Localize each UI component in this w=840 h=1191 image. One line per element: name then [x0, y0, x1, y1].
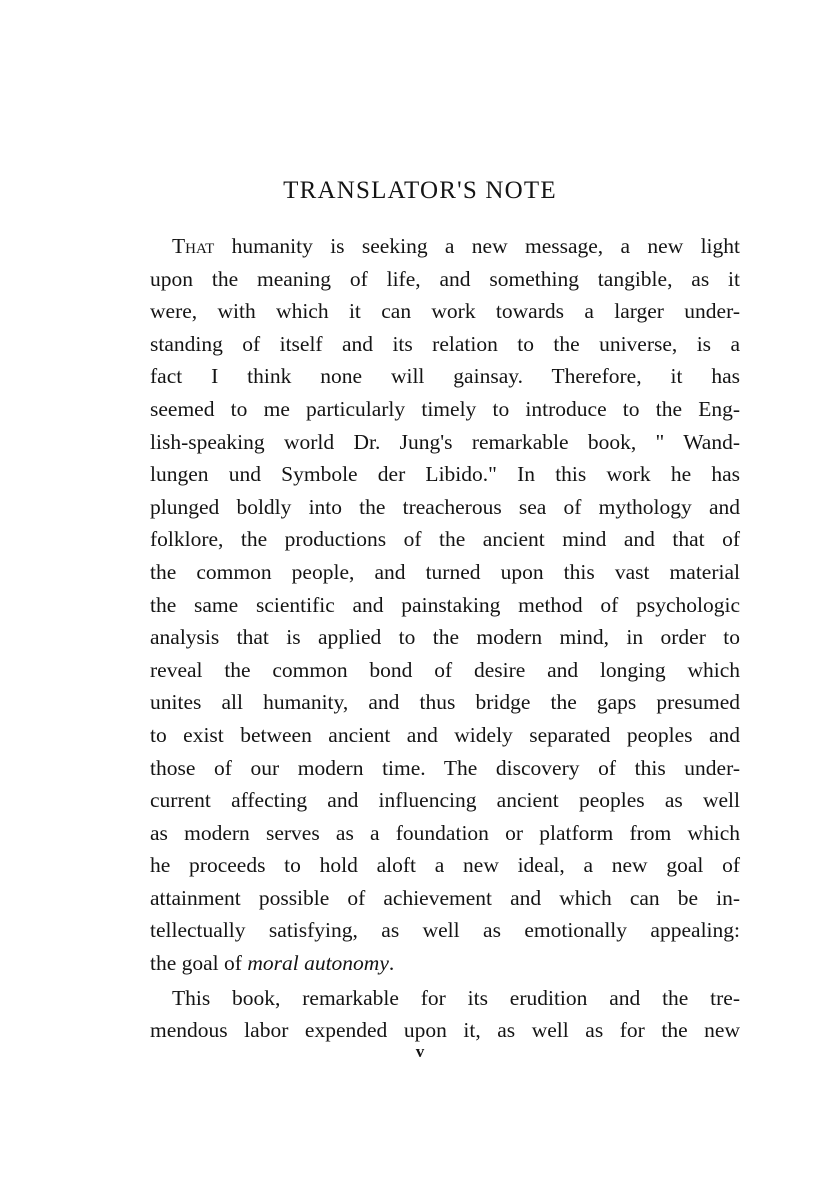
text-line: current affecting and influencing ancient peoples as well: [150, 788, 740, 813]
text-line: tellectually satisfying, as well as emotionally appealing:: [150, 918, 740, 943]
paragraph-1: [150, 230, 740, 980]
text-line: lungen und Symbole der Libido." In this work he has: [150, 462, 740, 487]
text-line: reveal the common bond of desire and longing which: [150, 657, 740, 682]
text-line: mendous labor expended upon it, as well as for the new: [150, 1018, 740, 1043]
text-line: unites all humanity, and thus bridge the gaps presumed: [150, 690, 740, 715]
text-line: those of our modern time. The discovery of this under-: [150, 755, 740, 780]
text-line: the same scientific and painstaking method of psychologic: [150, 592, 740, 617]
text-line: fact I think none will gainsay. Therefore, it has: [150, 364, 740, 389]
text-line: upon the meaning of life, and something tangible, as it: [150, 266, 740, 291]
paragraph-2: [150, 982, 740, 1047]
text-line: analysis that is applied to the modern mind, in order to: [150, 625, 740, 650]
page-title: TRANSLATOR'S NOTE: [283, 177, 557, 204]
text-line: lish-speaking world Dr. Jung's remarkable book, " Wand-: [150, 429, 740, 454]
text-line: This book, remarkable for its erudition and the tre-: [172, 985, 740, 1010]
drop-word: That: [172, 234, 215, 258]
body-text: [150, 230, 740, 1047]
text-line: attainment possible of achievement and which can be in-: [150, 885, 740, 910]
text-line: to exist between ancient and widely separated peoples and: [150, 722, 740, 747]
text-line: standing of itself and its relation to the universe, is a: [150, 331, 740, 356]
text-line: seemed to me particularly timely to introduce to the Eng-: [150, 396, 740, 421]
text-line: were, with which it can work towards a larger under-: [150, 299, 740, 324]
text-line: he proceeds to hold aloft a new ideal, a new goal of: [150, 853, 740, 878]
text-line: the goal of moral autonomy.: [150, 951, 395, 976]
text-line: plunged boldly into the treacherous sea of mythology and: [150, 494, 740, 519]
text-line: as modern serves as a foundation or platform from which: [150, 820, 740, 845]
text-line: the common people, and turned upon this vast material: [150, 559, 740, 584]
text-line: That humanity is seeking a new message, a new light: [172, 234, 740, 258]
page-number: v: [415, 1042, 425, 1061]
emphasis-text: moral autonomy: [247, 951, 389, 976]
text-line: folklore, the productions of the ancient mind and that of: [150, 527, 740, 552]
